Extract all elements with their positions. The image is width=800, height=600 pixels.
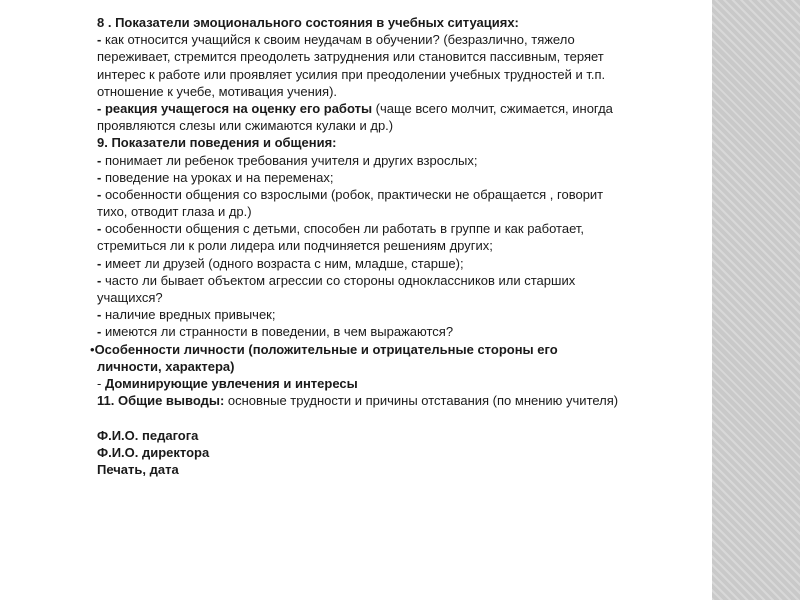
text-line bbox=[97, 66, 722, 83]
text-lines bbox=[97, 14, 722, 341]
conclusions-text: основные трудности и причины отставания (по мнению учителя) bbox=[224, 393, 619, 409]
line-text-part: особенности общения с детьми, способен ли работать в группе и как работает, bbox=[104, 221, 585, 237]
line-bold-part: - bbox=[97, 186, 105, 202]
line-bold-part: - bbox=[97, 169, 105, 185]
document-body bbox=[90, 14, 722, 478]
text-line bbox=[97, 14, 722, 31]
line-bold-part: - реакция учащегося на оценку его работы bbox=[97, 100, 373, 116]
personality-item bbox=[90, 341, 722, 358]
text-line bbox=[97, 203, 722, 220]
line-bold-part: - bbox=[97, 324, 105, 340]
text-line bbox=[97, 323, 722, 340]
line-text-part: имеются ли странности в поведении, в чем выражаются? bbox=[104, 324, 454, 340]
conclusions-line bbox=[97, 392, 722, 409]
text-line bbox=[97, 31, 722, 48]
line-text-part: поведение на уроках и на переменах; bbox=[104, 169, 334, 185]
line-text-part: имеет ли друзей (одного возраста с ним, младше, старше); bbox=[104, 255, 464, 271]
signature-stamp-date: Печать, дата bbox=[97, 461, 179, 477]
line-bold-part: - bbox=[97, 32, 105, 48]
personality-title-cont: личности, характера) bbox=[97, 358, 235, 374]
line-text-part: учащихся? bbox=[97, 290, 163, 305]
text-line bbox=[97, 48, 722, 65]
signature-director: Ф.И.О. директора bbox=[97, 444, 210, 460]
text-line bbox=[97, 169, 722, 186]
line-bold-part: 8 . Показатели эмоционального состояния в учебных ситуациях: bbox=[97, 15, 519, 30]
hobbies-line bbox=[97, 375, 722, 392]
personality-title: Особенности личности (положительные и отрицательные стороны его bbox=[94, 341, 558, 357]
line-text-part: (чаще всего молчит, сжимается, иногда bbox=[372, 100, 613, 116]
spacer bbox=[97, 409, 722, 426]
line-bold-part: - bbox=[97, 255, 105, 271]
line-text-part: переживает, стремится преодолеть затруднения или становится пассивным, теряет bbox=[97, 49, 604, 65]
text-line bbox=[97, 289, 722, 306]
line-text-part: особенности общения со взрослыми (робок, практически не обращается , говорит bbox=[104, 186, 604, 202]
line-text-part: отношение к учебе, мотивация учения). bbox=[97, 83, 338, 99]
hobbies-dash: - bbox=[97, 375, 105, 391]
text-line bbox=[97, 237, 722, 254]
text-line bbox=[97, 306, 722, 323]
text-line bbox=[97, 100, 722, 117]
line-text-part: проявляются слезы или сжимаются кулаки и др.) bbox=[97, 118, 394, 134]
line-text-part: тихо, отводит глаза и др.) bbox=[97, 204, 252, 220]
conclusions-label: 11. Общие выводы: bbox=[97, 393, 225, 409]
text-line bbox=[97, 220, 722, 237]
line-bold-part: - bbox=[97, 307, 105, 323]
text-line bbox=[97, 134, 722, 151]
line-text-part: интерес к работе или проявляет усилия при преодолении учебных трудностей и т.п. bbox=[97, 66, 606, 82]
text-line bbox=[97, 272, 722, 289]
line-text-part: понимает ли ребенок требования учителя и других взрослых; bbox=[104, 152, 478, 168]
text-line bbox=[97, 255, 722, 272]
line-text-part: как относится учащийся к своим неудачам в обучении? (безразлично, тяжело bbox=[104, 32, 575, 48]
hobbies-text: Доминирующие увлечения и интересы bbox=[104, 375, 358, 391]
line-text-part: наличие вредных привычек; bbox=[104, 307, 276, 323]
line-text-part: часто ли бывает объектом агрессии со стороны одноклассников или старших bbox=[104, 272, 576, 288]
line-bold-part: - bbox=[97, 272, 105, 288]
line-text-part: стремиться ли к роли лидера или подчиняется решениям других; bbox=[97, 238, 493, 254]
bullet-marker: • bbox=[90, 341, 95, 357]
signature-teacher: Ф.И.О. педагога bbox=[97, 427, 199, 443]
decorative-side-stripe bbox=[712, 0, 800, 600]
text-line bbox=[97, 117, 722, 134]
line-bold-part: - bbox=[97, 152, 105, 168]
line-bold-part: - bbox=[97, 221, 105, 237]
line-bold-part: 9. Показатели поведения и общения: bbox=[97, 135, 337, 151]
text-line bbox=[97, 186, 722, 203]
text-line bbox=[97, 152, 722, 169]
text-line bbox=[97, 83, 722, 100]
